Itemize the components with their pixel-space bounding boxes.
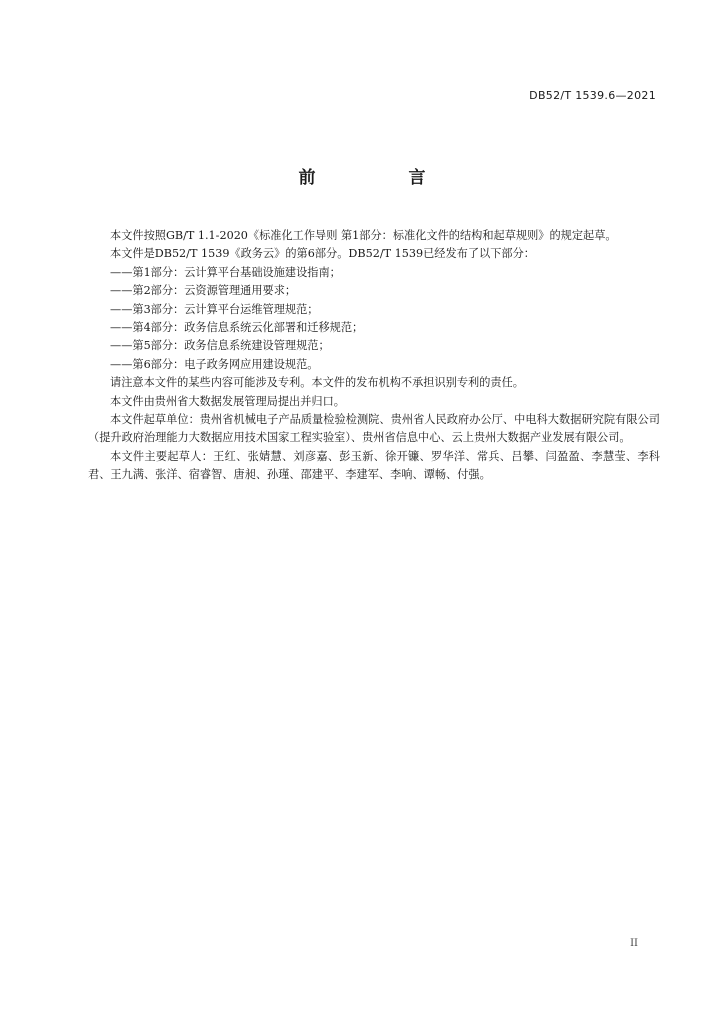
foreword-body: [88, 227, 660, 485]
paragraph-series-intro: 本文件是DB52/T 1539《政务云》的第6部分。DB52/T 1539已经发布了以下部分：: [110, 247, 535, 261]
paragraph-patent-notice: 请注意本文件的某些内容可能涉及专利。本文件的发布机构不承担识别专利的责任。: [110, 376, 524, 390]
list-item-part-5: ——第5部分：政务信息系统建设管理规范；: [110, 339, 330, 353]
list-item-part-6: ——第6部分：电子政务网应用建设规范。: [110, 357, 319, 371]
list-item-part-4: ——第4部分：政务信息系统云化部署和迁移规范；: [110, 321, 364, 335]
paragraph-drafters: 本文件主要起草人：王红、张婧慧、刘彦嘉、彭玉新、徐开镰、罗华洋、常兵、吕攀、闫盈盈、李慧莹、李科君、王九满、张洋、宿睿智、唐昶、孙瑾、邵建平、李建军、李响、谭畅、付强。: [88, 449, 660, 482]
paragraph-drafting-units: 本文件起草单位：贵州省机械电子产品质量检验检测院、贵州省人民政府办公厅、中电科大数据研究院有限公司（提升政府治理能力大数据应用技术国家工程实验室）、贵州省信息中心、云上贵州大数据产业发展有限公司。: [88, 413, 660, 445]
document-code: DB52/T 1539.6—2021: [529, 89, 656, 102]
page-title: 前 言: [298, 168, 464, 188]
list-item-part-3: ——第3部分：云计算平台运维管理规范；: [110, 302, 319, 316]
paragraph-proposer: 本文件由贵州省大数据发展管理局提出并归口。: [110, 394, 345, 408]
list-item-part-1: ——第1部分：云计算平台基础设施建设指南；: [110, 265, 341, 279]
list-item-part-2: ——第2部分：云资源管理通用要求；: [110, 284, 297, 298]
page-number: II: [630, 938, 638, 949]
paragraph-drafting-rules: 本文件按照GB/T 1.1-2020《标准化工作导则 第1部分：标准化文件的结构和起草规则》的规定起草。: [110, 229, 617, 242]
